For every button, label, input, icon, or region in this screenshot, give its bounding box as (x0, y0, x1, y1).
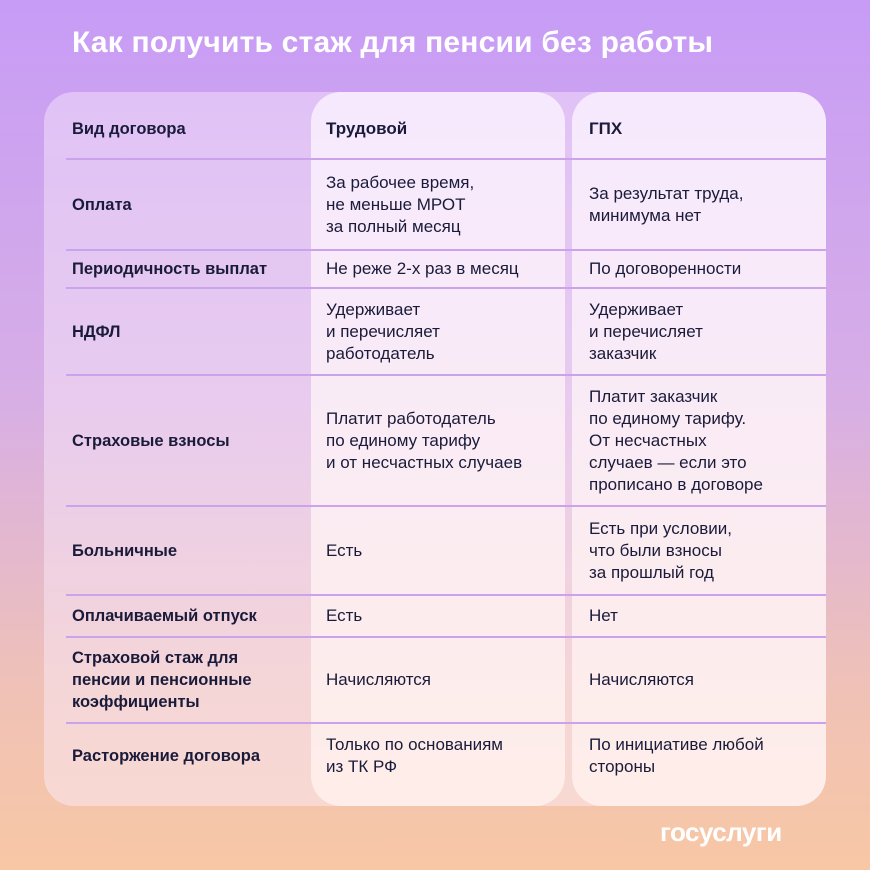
row-gph-termination: По инициативе любой стороны (589, 735, 764, 776)
row-gph-periodicity: По договоренности (589, 259, 742, 278)
row-label-paid-vacation: Оплачиваемый отпуск (72, 607, 257, 625)
row-gph-sick-leave: Есть при условии, что были взносы за прошлый год (589, 518, 733, 582)
gosuslugi-logo: госуслуги (660, 817, 782, 847)
header-labor: Трудовой (326, 119, 408, 138)
row-label-insurance-contributions: Страховые взносы (72, 431, 230, 450)
row-gph-insurance-record: Начисляются (589, 670, 695, 689)
row-gph-payment: За результат труда, минимума нет (589, 183, 744, 225)
row-labor-ndfl: Удерживает и перечисляет работодатель (326, 299, 440, 363)
row-labor-paid-vacation: Есть (326, 606, 363, 625)
row-labor-insurance-contributions: Платит работодатель по единому тарифу и от несчастных случаев (326, 408, 523, 472)
row-label-payment: Оплата (72, 195, 132, 214)
header-contract-type: Вид договора (72, 120, 186, 138)
row-labor-insurance-record: Начисляются (326, 670, 432, 689)
row-labor-sick-leave: Есть (326, 540, 363, 560)
row-labor-termination: Только по основаниям из ТК РФ (326, 735, 503, 776)
header-gph: ГПХ (589, 119, 623, 138)
row-label-periodicity: Периодичность выплат (72, 260, 268, 278)
page-title: Как получить стаж для пенсии без работы (72, 26, 714, 59)
row-labor-periodicity: Не реже 2-х раз в месяц (326, 259, 519, 278)
row-gph-insurance-contributions: Платит заказчик по единому тарифу. От несчастных случаев — если это прописано в договоре (589, 386, 763, 494)
row-label-sick-leave: Больничные (72, 541, 178, 560)
row-gph-paid-vacation: Нет (589, 606, 618, 625)
row-label-termination: Расторжение договора (72, 747, 261, 765)
row-labor-payment: За рабочее время, не меньше МРОТ за полный месяц (326, 172, 475, 236)
row-label-insurance-record: Страховой стаж для пенсии и пенсионные коэффициенты (72, 649, 252, 711)
row-label-ndfl: НДФЛ (72, 322, 121, 341)
row-gph-ndfl: Удерживает и перечисляет заказчик (589, 299, 703, 363)
